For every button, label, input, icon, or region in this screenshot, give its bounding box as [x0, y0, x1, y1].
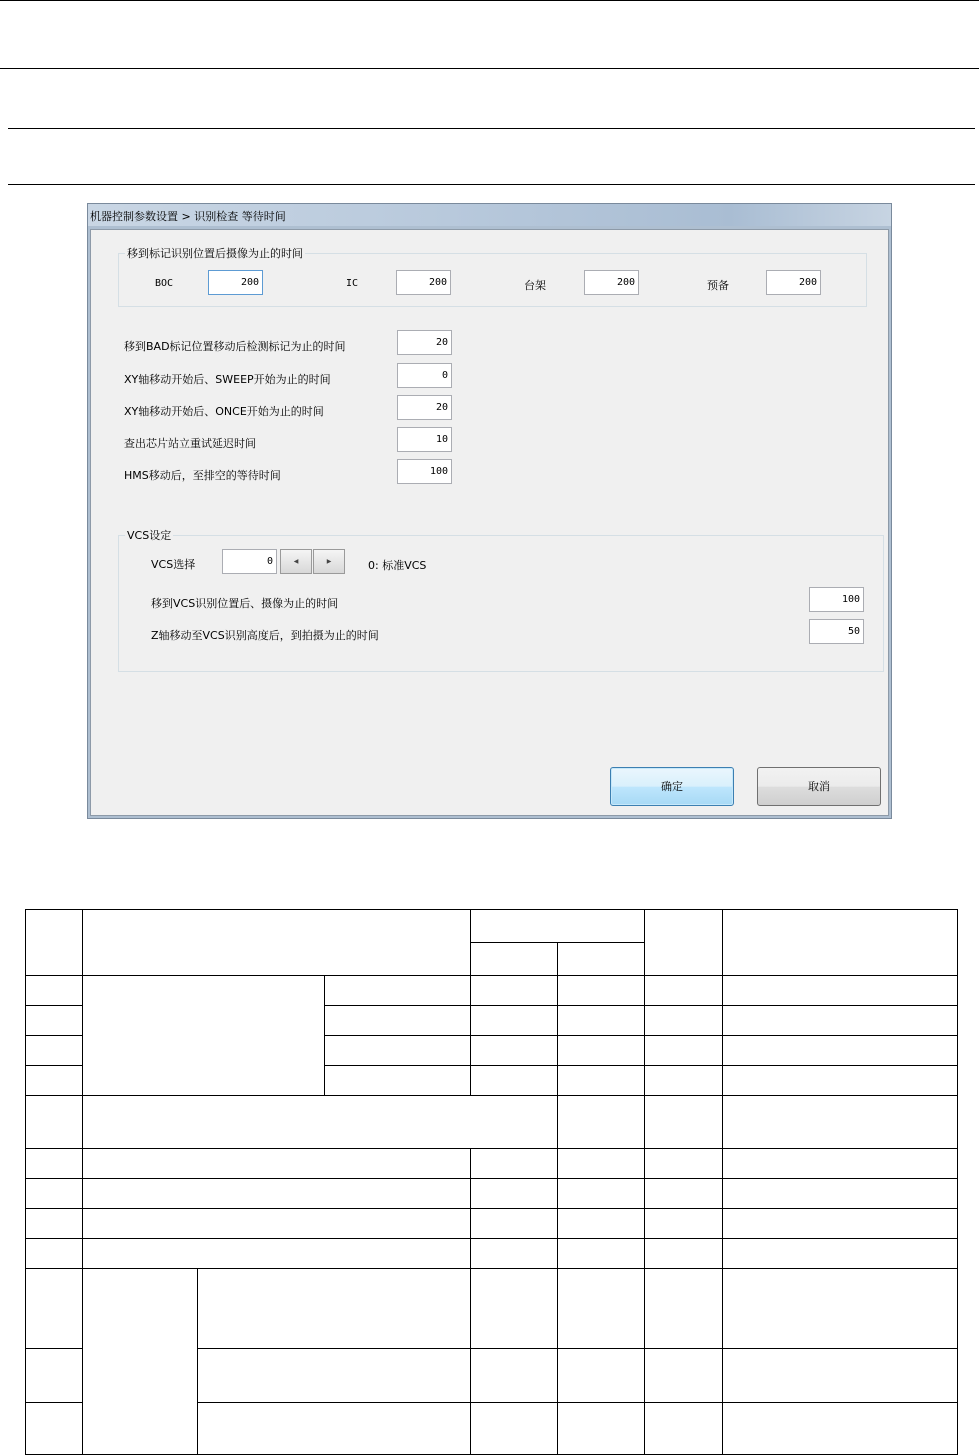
- spin-right-icon[interactable]: ▶: [313, 549, 345, 574]
- table-cell: [471, 910, 645, 943]
- table-cell: [558, 1269, 645, 1349]
- table-header-row: [26, 910, 958, 943]
- table-cell: [723, 910, 958, 976]
- table-cell: [645, 1239, 723, 1269]
- table-cell: [645, 1269, 723, 1349]
- table-cell: [645, 1403, 723, 1455]
- table-cell: [325, 1036, 471, 1066]
- table-cell: [83, 910, 471, 976]
- table-cell: [471, 1149, 558, 1179]
- top-rule-2: [0, 68, 979, 69]
- table-cell: [26, 1096, 83, 1149]
- table-cell: [723, 1036, 958, 1066]
- hms-exhaust-wait-field[interactable]: 100: [397, 459, 452, 484]
- cancel-button[interactable]: 取消: [757, 767, 881, 806]
- table-cell: [26, 976, 83, 1006]
- spare-label: 预备: [707, 279, 729, 292]
- table-cell: [645, 976, 723, 1006]
- table-cell: [26, 1179, 83, 1209]
- chip-stand-retry-label: 查出芯片站立重试延迟时间: [124, 437, 256, 450]
- table-cell: [645, 1036, 723, 1066]
- spin-left-icon[interactable]: ◀: [280, 549, 312, 574]
- table-cell: [83, 1209, 471, 1239]
- vcs-move-wait-label: 移到VCS识别位置后、摄像为止的时间: [151, 597, 339, 610]
- table-row: [26, 1209, 958, 1239]
- table-cell: [723, 1149, 958, 1179]
- table-cell: [723, 1239, 958, 1269]
- table-cell: [558, 1036, 645, 1066]
- table-cell: [723, 1269, 958, 1349]
- table-cell: [558, 1096, 645, 1149]
- table-cell: [198, 1269, 471, 1349]
- table-cell: [26, 1239, 83, 1269]
- settings-dialog: [87, 203, 892, 819]
- ic-field[interactable]: 200: [396, 270, 451, 295]
- table-cell: [471, 1209, 558, 1239]
- vcs-z-wait-label: Z轴移动至VCS识别高度后，到拍摄为止的时间: [151, 629, 379, 642]
- table-cell: [645, 1209, 723, 1239]
- table-cell: [26, 1209, 83, 1239]
- table-cell: [83, 976, 325, 1096]
- table-cell: [723, 1096, 958, 1149]
- table-cell: [723, 1403, 958, 1455]
- table-cell: [645, 1149, 723, 1179]
- ok-button[interactable]: 确定: [610, 767, 734, 806]
- table-cell: [645, 1006, 723, 1036]
- spec-table: [25, 909, 958, 1455]
- table-cell: [83, 1149, 471, 1179]
- table-cell: [645, 910, 723, 976]
- stage-field[interactable]: 200: [584, 270, 639, 295]
- top-rule-4: [8, 184, 975, 185]
- hms-exhaust-wait-label: HMS移动后，至排空的等待时间: [124, 469, 281, 482]
- table-cell: [645, 1066, 723, 1096]
- boc-field[interactable]: 200: [208, 270, 263, 295]
- dialog-client-area: [90, 229, 889, 816]
- boc-label: BOC: [155, 278, 174, 289]
- table-cell: [325, 976, 471, 1006]
- table-cell: [558, 1066, 645, 1096]
- vcs-spin-buttons: [280, 549, 346, 574]
- vcs-select-description: 0: 标准VCS: [368, 559, 427, 572]
- table-cell: [198, 1403, 471, 1455]
- vcs-select-label: VCS选择: [151, 558, 196, 571]
- bad-mark-wait-field[interactable]: 20: [397, 330, 452, 355]
- table-cell: [26, 1036, 83, 1066]
- table-row: [26, 1239, 958, 1269]
- once-wait-label: XY轴移动开始后、ONCE开始为止的时间: [124, 405, 324, 418]
- table-cell: [558, 1349, 645, 1403]
- table-cell: [26, 1066, 83, 1096]
- ic-label: IC: [346, 278, 359, 289]
- top-rule-3: [8, 128, 975, 129]
- table-cell: [471, 1239, 558, 1269]
- table-cell: [471, 1179, 558, 1209]
- table-row: [26, 1096, 958, 1149]
- once-wait-field[interactable]: 20: [397, 395, 452, 420]
- vcs-move-wait-field[interactable]: 100: [809, 587, 864, 612]
- table-cell: [471, 1006, 558, 1036]
- table-cell: [645, 1096, 723, 1149]
- table-cell: [83, 1239, 471, 1269]
- table-row: [26, 1179, 958, 1209]
- spare-field[interactable]: 200: [766, 270, 821, 295]
- sweep-wait-label: XY轴移动开始后、SWEEP开始为止的时间: [124, 373, 331, 386]
- table-cell: [723, 1349, 958, 1403]
- table-cell: [26, 1269, 83, 1349]
- dialog-title: 机器控制参数设置 > 识别检查 等待时间: [90, 210, 286, 223]
- table-cell: [325, 1066, 471, 1096]
- table-cell: [558, 1403, 645, 1455]
- table-cell: [645, 1179, 723, 1209]
- table-cell: [471, 976, 558, 1006]
- top-rule-1: [0, 0, 979, 1]
- table-row: [26, 976, 958, 1006]
- chip-stand-retry-field[interactable]: 10: [397, 427, 452, 452]
- stage-label: 台架: [524, 279, 546, 292]
- table-cell: [723, 1209, 958, 1239]
- table-cell: [723, 1066, 958, 1096]
- table-cell: [558, 943, 645, 976]
- table-cell: [26, 1349, 83, 1403]
- vcs-select-field[interactable]: 0: [222, 549, 277, 574]
- table-cell: [471, 943, 558, 976]
- table-cell: [723, 1179, 958, 1209]
- table-cell: [83, 1269, 198, 1455]
- table-cell: [558, 1006, 645, 1036]
- table-row: [26, 1149, 958, 1179]
- table-cell: [558, 1149, 645, 1179]
- camera-wait-legend: 移到标记识别位置后摄像为止的时间: [127, 247, 303, 260]
- table-cell: [83, 1179, 471, 1209]
- vcs-z-wait-field[interactable]: 50: [809, 619, 864, 644]
- table-cell: [26, 1149, 83, 1179]
- table-cell: [471, 1066, 558, 1096]
- table-cell: [471, 1403, 558, 1455]
- dialog-titlebar[interactable]: [88, 204, 891, 226]
- table-cell: [325, 1006, 471, 1036]
- table-cell: [26, 1403, 83, 1455]
- bad-mark-wait-label: 移到BAD标记位置移动后检测标记为止的时间: [124, 340, 346, 353]
- table-cell: [723, 976, 958, 1006]
- table-cell: [471, 1036, 558, 1066]
- table-cell: [645, 1349, 723, 1403]
- sweep-wait-field[interactable]: 0: [397, 363, 452, 388]
- table-cell: [198, 1349, 471, 1403]
- table-cell: [26, 910, 83, 976]
- table-cell: [723, 1006, 958, 1036]
- table-cell: [83, 1096, 558, 1149]
- table-cell: [558, 1209, 645, 1239]
- table-row: [26, 1269, 958, 1349]
- table-cell: [558, 976, 645, 1006]
- table-cell: [471, 1269, 558, 1349]
- table-cell: [558, 1239, 645, 1269]
- table-cell: [471, 1349, 558, 1403]
- vcs-legend: VCS设定: [127, 529, 172, 542]
- table-cell: [558, 1179, 645, 1209]
- table-cell: [26, 1006, 83, 1036]
